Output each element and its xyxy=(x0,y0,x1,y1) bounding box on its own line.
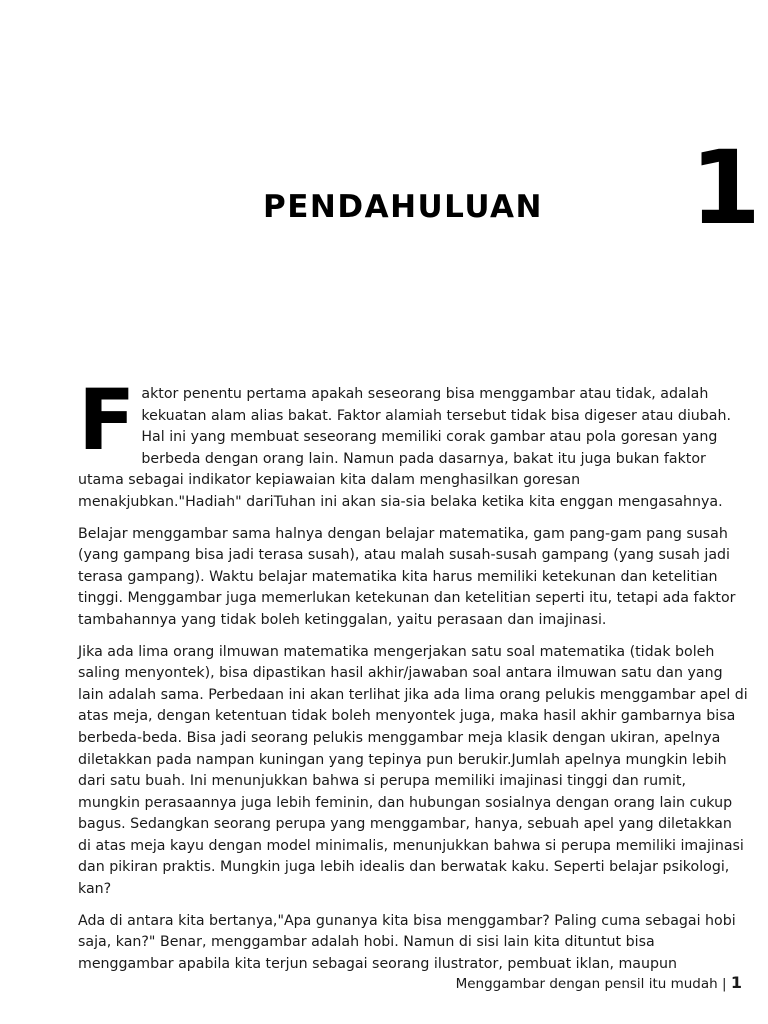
paragraph-2: Belajar menggambar sama halnya dengan belajar matematika, gam pang-gam pang susah (yang gampang bisa jadi terasa susah), atau malah susah-susah gampang (yang susah jadi terasa gampang). Waktu belajar matematika kita harus memiliki ketekunan dan ketelitian tinggi. Menggambar juga memerlukan ketekunan dan ketelitian seperti itu, tetapi ada faktor tambahannya yang tidak boleh ketinggalan, yaitu perasaan dan imajinasi. xyxy=(78,525,736,628)
page-footer xyxy=(456,973,742,992)
chapter-number: 1 xyxy=(690,129,761,248)
paragraph-1 xyxy=(78,371,748,514)
footer-page-number: 1 xyxy=(730,973,742,992)
footer-book-title: Menggambar dengan pensil itu mudah | xyxy=(455,976,727,992)
paragraph-3: Jika ada lima orang ilmuwan matematika mengerjakan satu soal matematika (tidak boleh saling menyontek), bisa dipastikan hasil akhir/jawaban soal antara ilmuwan satu dan yang lain adalah sama. Perbedaan ini akan terlihat jika ada lima orang pelukis menggambar apel di atas meja, dengan ketentuan tidak boleh menyontek juga, maka hasil akhir gambarnya bisa berbeda-beda. Bisa jadi seorang pelukis menggambar meja klasik dengan ukiran, apelnya diletakkan pada nampan kuningan yang tepinya pun berukir.Jumlah apelnya mungkin lebih dari satu buah. Ini menunjukkan bahwa si perupa memiliki imajinasi tinggi dan rumit, mungkin perasaannya juga lebih feminin, dan hubungan sosialnya dengan orang lain cukup bagus. Sedangkan seorang perupa yang menggambar, hanya, sebuah apel yang diletakkan di atas meja kayu dengan model minimalis, menunjukkan bahwa si perupa memiliki imajinasi dan pikiran praktis. Mungkin juga lebih idealis dan berwatak kaku. Seperti belajar psikologi, kan? xyxy=(78,643,748,898)
paragraph-4: Ada di antara kita bertanya,"Apa gunanya kita bisa menggambar? Paling cuma sebagai hobi saja, kan?" Benar, menggambar adalah hobi. Namun di sisi lain kita dituntut bisa menggambar apabila kita terjun sebagai seorang ilustrator, pembuat iklan, maupun xyxy=(78,912,736,972)
chapter-title: PENDAHULUAN xyxy=(263,189,543,225)
paragraph-1-text: aktor penentu pertama apakah seseorang bisa menggambar atau tidak, adalah kekuatan alam alias bakat. Faktor alamiah tersebut tidak bisa digeser atau diubah. Hal ini yang membuat seseorang memiliki corak gambar atau pola goresan yang berbeda dengan orang lain. Namun pada dasarnya, bakat itu juga bukan faktor utama sebagai indikator kepiawaian kita dalam menghasilkan goresan menakjubkan."Hadiah" dariTuhan ini akan sia-sia belaka ketika kita enggan mengasahnya. xyxy=(78,386,731,510)
drop-cap: F xyxy=(78,371,136,469)
body-text xyxy=(78,371,748,985)
